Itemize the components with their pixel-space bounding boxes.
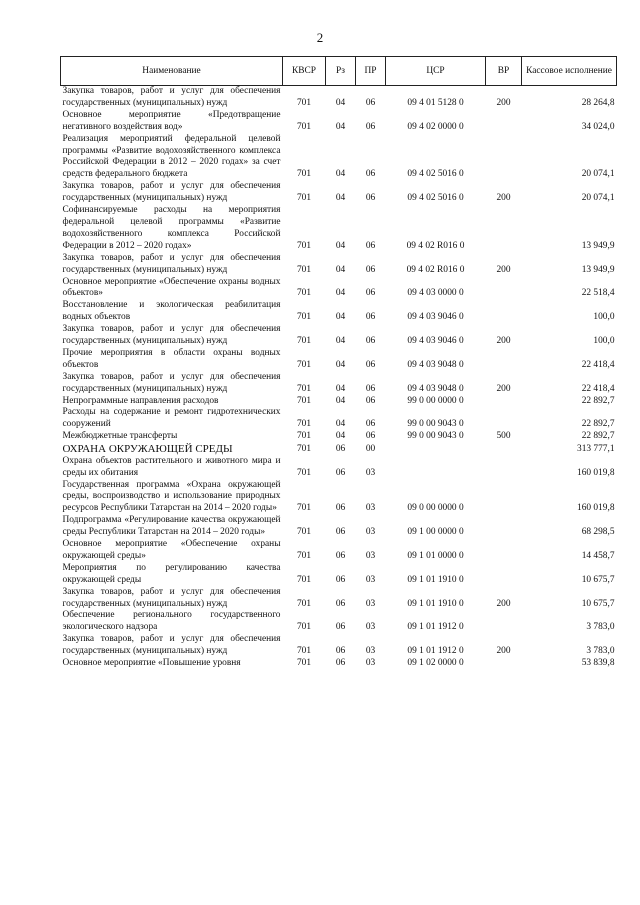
- table-row: [61, 205, 617, 253]
- row-kvsr: 701: [296, 359, 312, 370]
- row-pr: 00: [365, 443, 376, 454]
- row-amount: 14 458,7: [581, 550, 615, 561]
- row-rz: 06: [335, 658, 346, 669]
- row-rz: 04: [335, 383, 346, 394]
- table-row: [61, 658, 617, 670]
- row-name: Основное мероприятие «Повышение уровня: [62, 658, 241, 669]
- row-vr: [486, 134, 522, 182]
- row-vr: [486, 407, 522, 431]
- row-kvsr: 701: [296, 383, 312, 394]
- row-rz: 06: [335, 467, 346, 478]
- row-pr: 06: [365, 288, 376, 299]
- row-amount: 3 783,0: [586, 646, 615, 657]
- row-kvsr: 701: [296, 193, 312, 204]
- row-name: Подпрограмма «Регулирование качества окружающей среды Республики Татарстан на 2014 – 2020 годы»: [62, 515, 281, 538]
- row-amount: 53 839,8: [581, 658, 615, 669]
- row-rz: 06: [335, 622, 346, 633]
- row-pr: 06: [365, 240, 376, 251]
- table-row: [61, 181, 617, 205]
- row-vr: [486, 205, 522, 253]
- row-name: Межбюджетные трансферты: [62, 431, 178, 442]
- row-name: Закупка товаров, работ и услуг для обеспечения государственных (муниципальных) нужд: [62, 86, 281, 108]
- row-csr: 09 1 01 1912 0: [407, 646, 464, 657]
- row-csr: 09 4 02 R016 0: [406, 264, 465, 275]
- row-kvsr: 701: [296, 97, 312, 108]
- row-pr: 06: [365, 312, 376, 323]
- row-amount: 20 074,1: [581, 169, 615, 180]
- row-name: Закупка товаров, работ и услуг для обеспечения государственных (муниципальных) нужд: [62, 324, 281, 347]
- row-rz: 04: [335, 169, 346, 180]
- table-row: [61, 134, 617, 182]
- row-name: Государственная программа «Охрана окружающей среды, воспроизводство и использование природных ресурсов Республики Татарстан на 2014 – 2020 годы»: [62, 479, 281, 514]
- row-csr: [386, 443, 486, 456]
- row-name: Мероприятия по регулированию качества окружающей среды: [62, 562, 281, 585]
- row-rz: 04: [335, 419, 346, 430]
- row-pr: 06: [365, 383, 376, 394]
- row-kvsr: 701: [296, 646, 312, 657]
- row-csr: 99 0 00 9043 0: [407, 431, 464, 442]
- row-name: Охрана объектов растительного и животного мира и среды их обитания: [62, 455, 281, 478]
- row-csr: 99 0 00 9043 0: [407, 419, 464, 430]
- row-csr: 09 4 03 9046 0: [407, 336, 464, 347]
- row-pr: 06: [365, 264, 376, 275]
- row-pr: 03: [365, 527, 376, 538]
- row-name: Основное мероприятие «Обеспечение охраны окружающей среды»: [62, 539, 281, 561]
- row-pr: 06: [365, 419, 376, 430]
- row-csr: 09 1 01 0000 0: [407, 550, 464, 561]
- row-vr: [486, 300, 522, 324]
- row-vr: [486, 610, 522, 634]
- page-number: 2: [316, 30, 324, 45]
- row-rz: 04: [335, 288, 346, 299]
- table-row: [61, 456, 617, 480]
- row-vr: [486, 277, 522, 301]
- row-amount: 22 518,4: [581, 288, 615, 299]
- row-csr: 09 4 01 5128 0: [407, 97, 464, 108]
- row-kvsr: 701: [296, 598, 312, 609]
- table-row: [61, 539, 617, 563]
- row-name: Закупка товаров, работ и услуг для обеспечения государственных (муниципальных) нужд: [62, 371, 281, 394]
- row-amount: 160 019,8: [577, 467, 615, 478]
- row-amount: 313 777,1: [577, 443, 615, 454]
- row-rz: 06: [335, 574, 346, 585]
- table-header-row: [61, 57, 617, 86]
- row-name: Закупка товаров, работ и услуг для обеспечения государственных (муниципальных) нужд: [62, 634, 281, 657]
- row-amount: 10 675,7: [581, 574, 615, 585]
- row-vr: 200: [496, 646, 511, 657]
- row-amount: 3 783,0: [586, 622, 615, 633]
- row-kvsr: 701: [296, 550, 312, 561]
- row-rz: 06: [335, 443, 346, 454]
- row-csr: 09 4 03 9048 0: [407, 359, 464, 370]
- row-name: ОХРАНА ОКРУЖАЮЩЕЙ СРЕДЫ: [62, 443, 233, 456]
- table-row: [61, 253, 617, 277]
- row-rz: 04: [335, 359, 346, 370]
- row-vr: 200: [496, 598, 511, 609]
- table-row: [61, 587, 617, 611]
- header-rz: Рз: [326, 57, 356, 86]
- row-rz: 06: [335, 503, 346, 514]
- row-vr: 200: [496, 97, 511, 108]
- row-pr: 06: [365, 395, 376, 406]
- row-csr: 09 1 01 1910 0: [407, 574, 464, 585]
- row-rz: 06: [335, 598, 346, 609]
- row-pr: 03: [365, 622, 376, 633]
- row-name: Закупка товаров, работ и услуг для обеспечения государственных (муниципальных) нужд: [62, 252, 281, 275]
- row-name: Восстановление и экологическая реабилитация водных объектов: [62, 300, 281, 323]
- table-row: [61, 634, 617, 658]
- row-name: Основное мероприятие «Обеспечение охраны водных объектов»: [62, 276, 281, 299]
- row-pr: 03: [365, 646, 376, 657]
- row-rz: 04: [335, 240, 346, 251]
- row-name: Закупка товаров, работ и услуг для обеспечения государственных (муниципальных) нужд: [62, 181, 281, 204]
- row-vr: 500: [496, 431, 511, 442]
- row-csr: 09 1 01 1910 0: [407, 598, 464, 609]
- row-rz: 04: [335, 97, 346, 108]
- row-pr: 06: [365, 169, 376, 180]
- row-amount: 28 264,8: [581, 97, 615, 108]
- row-vr: [486, 539, 522, 563]
- row-amount: 22 892,7: [581, 395, 615, 406]
- row-rz: 04: [335, 121, 346, 132]
- row-rz: 04: [335, 264, 346, 275]
- row-pr: 03: [365, 550, 376, 561]
- row-vr: [486, 456, 522, 480]
- row-amount: 13 949,9: [581, 240, 615, 251]
- table-row: [61, 407, 617, 431]
- row-csr: 09 4 02 5016 0: [407, 193, 464, 204]
- row-vr: 200: [496, 383, 511, 394]
- budget-table: [60, 56, 617, 670]
- row-name: Обеспечение регионального государственного экологического надзора: [62, 610, 281, 633]
- row-kvsr: 701: [296, 240, 312, 251]
- row-pr: 06: [365, 121, 376, 132]
- table-row: [61, 515, 617, 539]
- row-kvsr: 701: [296, 169, 312, 180]
- row-csr: 09 4 03 0000 0: [407, 288, 464, 299]
- row-pr: 06: [365, 97, 376, 108]
- row-rz: 04: [335, 431, 346, 442]
- row-pr: 06: [365, 193, 376, 204]
- header-pr: ПР: [356, 57, 386, 86]
- row-amount: 100,0: [593, 312, 615, 323]
- row-vr: 200: [496, 336, 511, 347]
- row-amount: 22 892,7: [581, 431, 615, 442]
- row-kvsr: 701: [296, 443, 312, 454]
- row-kvsr: 701: [296, 336, 312, 347]
- row-rz: 06: [335, 550, 346, 561]
- row-pr: 03: [365, 658, 376, 669]
- row-amount: 68 298,5: [581, 527, 615, 538]
- row-rz: 06: [335, 527, 346, 538]
- table-row: [61, 86, 617, 110]
- row-kvsr: 701: [296, 431, 312, 442]
- row-kvsr: 701: [296, 527, 312, 538]
- row-csr: 09 4 02 0000 0: [407, 121, 464, 132]
- row-csr: 09 4 03 9046 0: [407, 312, 464, 323]
- table-row: [61, 110, 617, 134]
- row-amount: 22 418,4: [581, 359, 615, 370]
- row-vr: 200: [496, 193, 511, 204]
- table-row: [61, 563, 617, 587]
- row-amount: 13 949,9: [581, 264, 615, 275]
- row-amount: 20 074,1: [581, 193, 615, 204]
- row-kvsr: 701: [296, 312, 312, 323]
- row-rz: 04: [335, 395, 346, 406]
- row-rz: 04: [335, 312, 346, 323]
- row-rz: 04: [335, 193, 346, 204]
- row-rz: 04: [335, 336, 346, 347]
- row-csr: 09 1 00 0000 0: [407, 527, 464, 538]
- row-name: Непрограммные направления расходов: [62, 395, 219, 406]
- row-pr: 03: [365, 598, 376, 609]
- table-body: [61, 86, 617, 671]
- row-csr: 09 0 00 0000 0: [407, 503, 464, 514]
- row-amount: 22 892,7: [581, 419, 615, 430]
- row-csr: 09 1 02 0000 0: [407, 658, 464, 669]
- row-kvsr: 701: [296, 121, 312, 132]
- row-vr: [486, 515, 522, 539]
- header-name: Наименование: [61, 57, 283, 86]
- table-row: [61, 300, 617, 324]
- row-kvsr: 701: [296, 574, 312, 585]
- header-kvsr: КВСР: [283, 57, 326, 86]
- row-kvsr: 701: [296, 395, 312, 406]
- row-csr: [386, 456, 486, 480]
- row-name: Закупка товаров, работ и услуг для обеспечения государственных (муниципальных) нужд: [62, 586, 281, 609]
- header-csr: ЦСР: [386, 57, 486, 86]
- table-row: [61, 324, 617, 348]
- row-amount: 34 024,0: [581, 121, 615, 132]
- row-vr: [486, 443, 522, 456]
- row-kvsr: 701: [296, 264, 312, 275]
- row-name: Реализация мероприятий федеральной целевой программы «Развитие водохозяйственного комплекса Российской Федерации в 2012 – 2020 годах» за счет средств федерального бюджета: [62, 133, 281, 180]
- row-csr: 99 0 00 0000 0: [407, 395, 464, 406]
- row-vr: [486, 396, 522, 408]
- row-vr: [486, 563, 522, 587]
- table-row: [61, 372, 617, 396]
- row-csr: 09 4 02 5016 0: [407, 169, 464, 180]
- row-vr: [486, 658, 522, 670]
- row-amount: 100,0: [593, 336, 615, 347]
- row-amount: 10 675,7: [581, 598, 615, 609]
- row-pr: 06: [365, 431, 376, 442]
- row-pr: 03: [365, 503, 376, 514]
- row-kvsr: 701: [296, 467, 312, 478]
- row-name: Основное мероприятие «Предотвращение негативного воздействия вод»: [62, 109, 281, 132]
- table-row: [61, 431, 617, 443]
- row-csr: 09 1 01 1912 0: [407, 622, 464, 633]
- row-csr: 09 4 03 9048 0: [407, 383, 464, 394]
- table-row: [61, 610, 617, 634]
- row-rz: 06: [335, 646, 346, 657]
- table-row: [61, 348, 617, 372]
- row-pr: 03: [365, 467, 376, 478]
- row-kvsr: 701: [296, 288, 312, 299]
- header-amount: Кассовое исполнение: [522, 57, 617, 86]
- row-name: Софинансируемые расходы на мероприятия федеральной целевой программы «Развитие водохозяйственного комплекса Российской Федерации в 2012 – 2020 годах»: [62, 205, 281, 251]
- row-name: Прочие мероприятия в области охраны водных объектов: [62, 347, 281, 370]
- row-name: Расходы на содержание и ремонт гидротехнических сооружений: [62, 407, 281, 430]
- row-pr: 06: [365, 359, 376, 370]
- row-amount: 160 019,8: [577, 503, 615, 514]
- row-vr: [486, 110, 522, 134]
- row-pr: 06: [365, 336, 376, 347]
- table-row: [61, 443, 617, 456]
- row-kvsr: 701: [296, 658, 312, 669]
- row-kvsr: 701: [296, 419, 312, 430]
- row-kvsr: 701: [296, 622, 312, 633]
- table-row: [61, 396, 617, 408]
- row-vr: [486, 348, 522, 372]
- row-vr: [486, 480, 522, 516]
- row-amount: 22 418,4: [581, 383, 615, 394]
- row-pr: 03: [365, 574, 376, 585]
- table-row: [61, 480, 617, 516]
- row-csr: 09 4 02 R016 0: [406, 240, 465, 251]
- header-vr: ВР: [486, 57, 522, 86]
- row-vr: 200: [496, 264, 511, 275]
- row-kvsr: 701: [296, 503, 312, 514]
- table-row: [61, 277, 617, 301]
